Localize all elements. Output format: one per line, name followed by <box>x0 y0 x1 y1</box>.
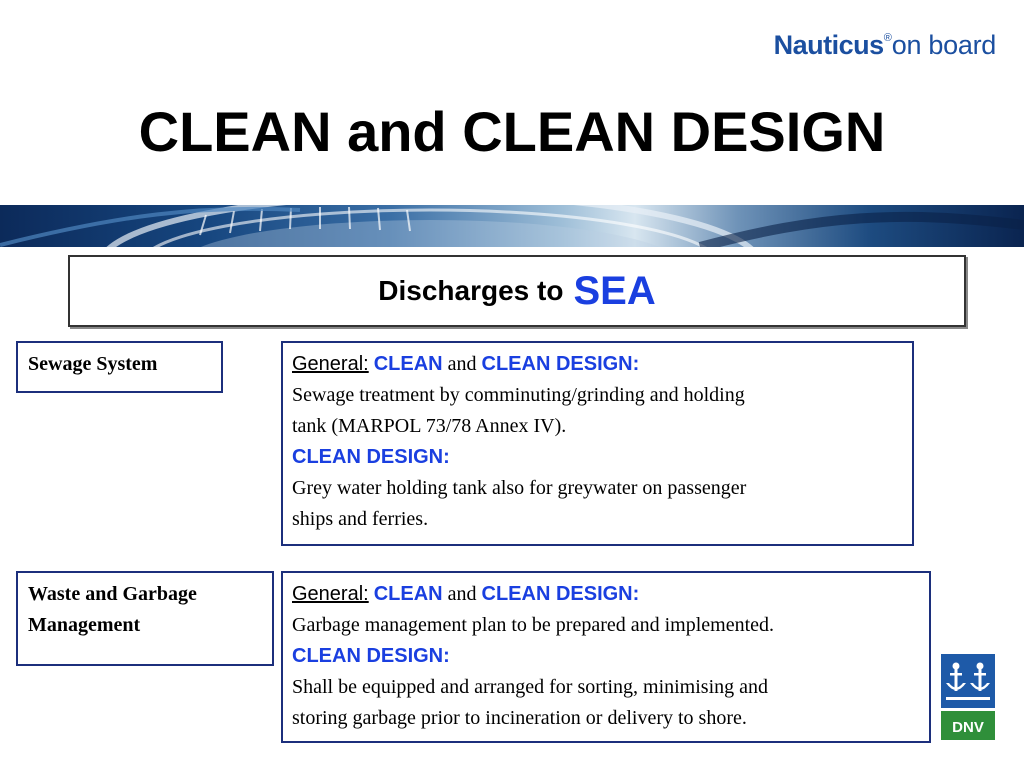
general-line <box>292 579 921 610</box>
general-line <box>292 349 904 380</box>
dnv-logo <box>940 653 996 741</box>
dnv-logo-text: DNV <box>952 719 984 736</box>
waste-garbage-detail-box <box>281 571 931 743</box>
design-text-line: Shall be equipped and arranged for sorting, minimising and <box>292 676 769 698</box>
clean-design-heading: CLEAN DESIGN: <box>292 645 450 667</box>
clean-term: CLEAN <box>373 353 443 375</box>
general-text-line: Garbage management plan to be prepared and implemented. <box>292 614 775 636</box>
and-word: and <box>447 583 477 605</box>
general-text-line: Sewage treatment by comminuting/grinding and holding <box>292 384 745 406</box>
clean-design-heading: CLEAN DESIGN: <box>292 446 450 468</box>
nauticus-logo <box>774 30 996 61</box>
and-word: and <box>447 353 477 375</box>
discharges-label: Discharges to <box>378 275 564 306</box>
discharges-highlight: SEA <box>573 268 656 313</box>
design-text-line: ships and ferries. <box>292 508 429 530</box>
clean-design-term: CLEAN DESIGN: <box>481 353 640 375</box>
slide-title: CLEAN and CLEAN DESIGN <box>138 100 886 163</box>
logo-brand: Nauticus <box>773 30 884 60</box>
design-text-line: storing garbage prior to incineration or delivery to shore. <box>292 707 747 729</box>
section-label: Sewage System <box>28 353 158 375</box>
section-label: Waste and Garbage Management <box>28 583 197 636</box>
clean-term: CLEAN <box>373 583 443 605</box>
general-prefix: General: <box>292 353 369 375</box>
logo-registered-mark: ® <box>883 32 892 44</box>
design-text-line: Grey water holding tank also for greywater on passenger <box>292 477 747 499</box>
sewage-system-label-box <box>16 341 223 393</box>
banner-image <box>0 205 1024 247</box>
logo-tail: on board <box>891 30 996 60</box>
general-text-line: tank (MARPOL 73/78 Annex IV). <box>292 415 567 437</box>
sewage-system-detail-box <box>281 341 914 546</box>
discharges-heading-box <box>68 255 966 327</box>
waste-garbage-label-box <box>16 571 274 666</box>
general-prefix: General: <box>292 583 369 605</box>
compass-banner-graphic <box>0 205 1024 247</box>
clean-design-term: CLEAN DESIGN: <box>481 583 640 605</box>
